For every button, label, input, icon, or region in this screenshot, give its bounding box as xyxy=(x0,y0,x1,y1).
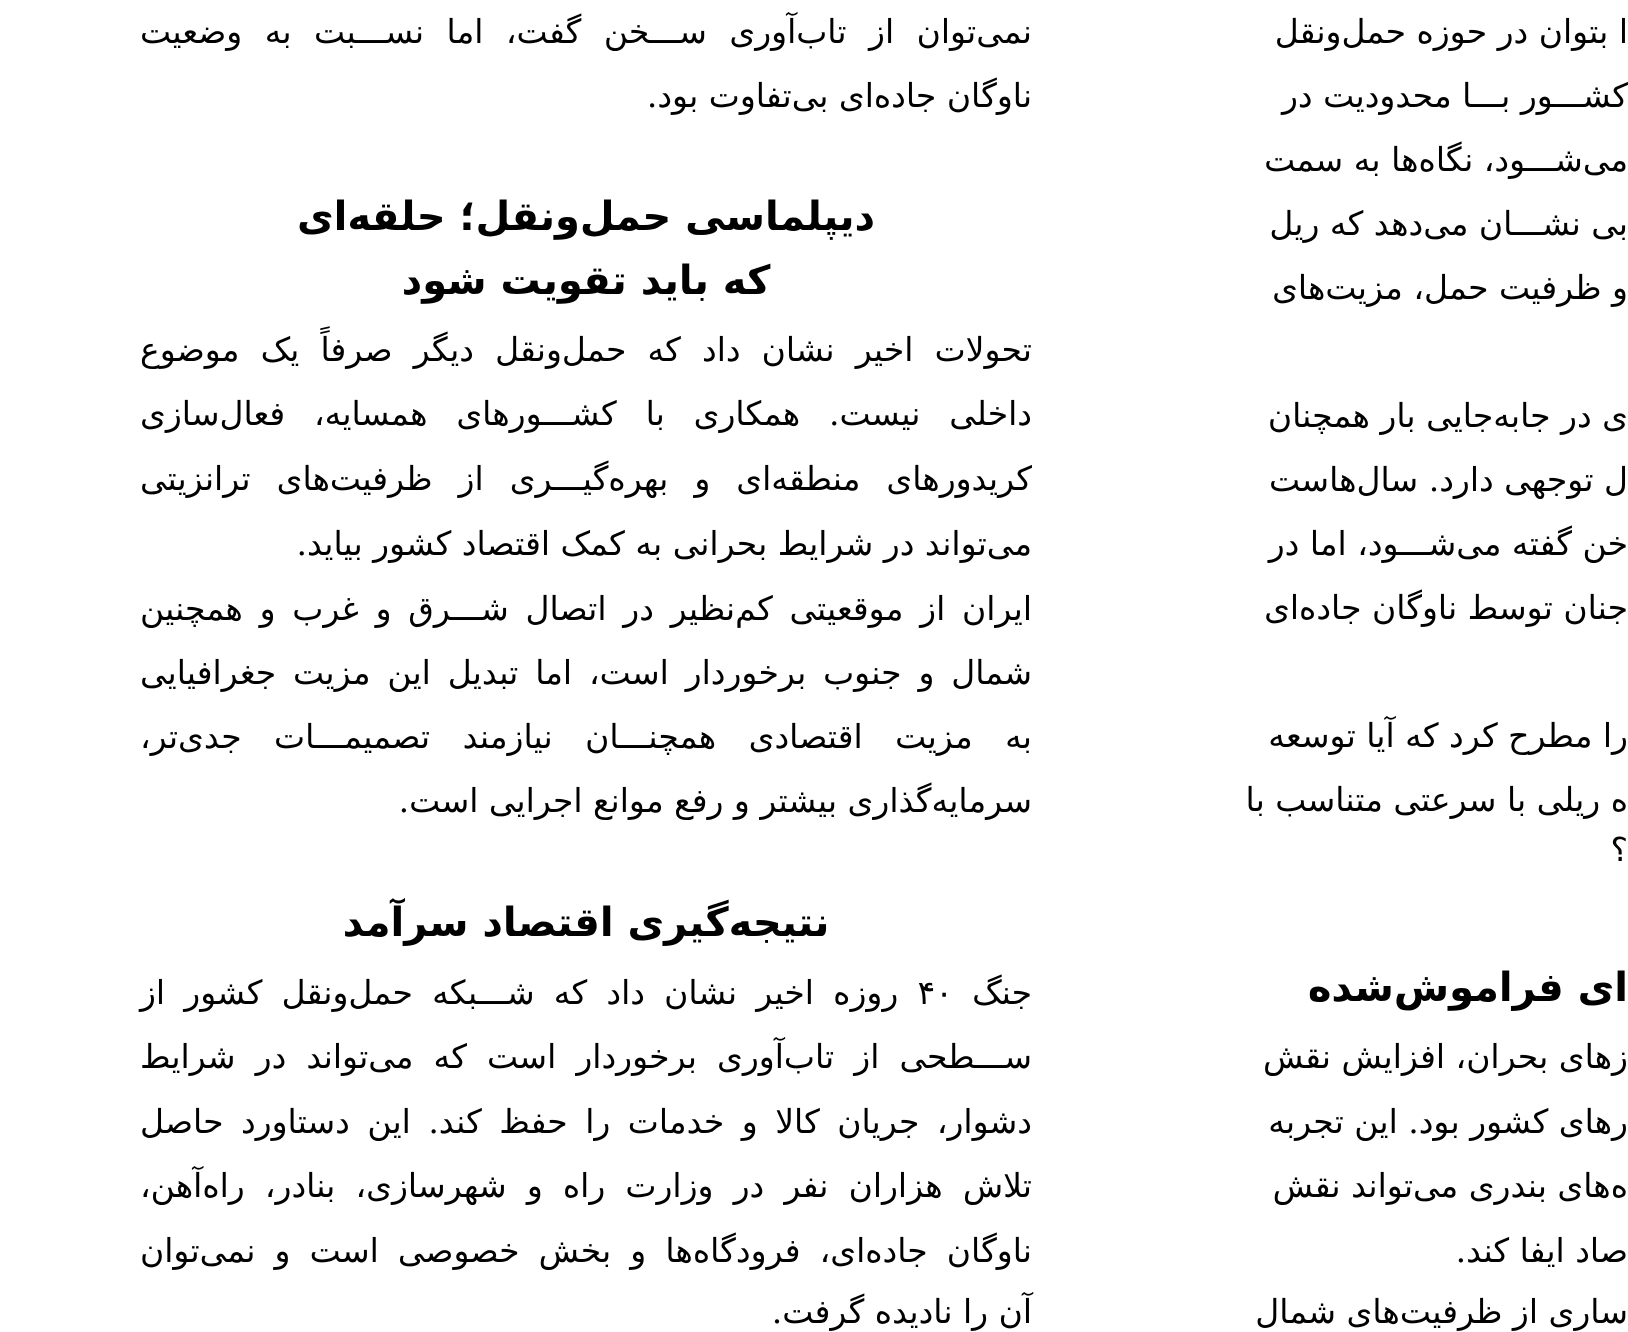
paragraph-line: جنگ ۴۰ روزه اخیر نشان داد که شـــبکه حمل‌ونقل کشور از xyxy=(140,973,1033,1012)
paragraph-line: ؟ xyxy=(1610,830,1628,869)
paragraph-line: زهای بحران، افزایش نقش xyxy=(1263,1037,1628,1076)
paragraph-line: خن گفته می‌شـــود، اما در xyxy=(1268,524,1628,563)
paragraph-line: سرمایه‌گذاری بیشتر و رفع موانع اجرایی است. xyxy=(398,781,1032,820)
paragraph-line: ناوگان جاده‌ای، فرودگاه‌ها و بخش خصوصی است و نمی‌توان xyxy=(140,1231,1032,1270)
paragraph-line: کریدورهای منطقه‌ای و بهره‌گیـــری از ظرفیت‌های ترانزیتی xyxy=(140,459,1032,498)
paragraph-line: شمال و جنوب برخوردار است، اما تبدیل این مزیت جغرافیایی xyxy=(140,653,1032,692)
paragraph-line: آن را نادیده گرفت. xyxy=(771,1292,1032,1331)
paragraph-line: به مزیت اقتصادی همچنـــان نیازمند تصمیمـــات جدی‌تر، xyxy=(140,717,1032,756)
paragraph-line: داخلی نیست. همکاری با کشـــورهای همسایه، فعال‌سازی xyxy=(140,394,1032,433)
section-heading-line: نتیجه‌گیری اقتصاد سرآمد xyxy=(342,900,830,946)
paragraph-line: ا بتوان در حوزه حمل‌ونقل xyxy=(1274,12,1628,51)
paragraph-line: تحولات اخیر نشان داد که حمل‌ونقل دیگر صرفاً یک موضوع xyxy=(140,330,1032,369)
section-heading-line: که باید تقویت شود xyxy=(401,258,771,304)
paragraph-line: دشوار، جریان کالا و خدمات را حفظ کند. این دستاورد حاصل xyxy=(140,1102,1032,1141)
paragraph-line: ایران از موقعیتی کم‌نظیر در اتصال شـــرق و غرب و همچنین xyxy=(140,589,1032,628)
paragraph-line: صاد ایفا کند. xyxy=(1455,1231,1628,1270)
paragraph-line: رهای کشور بود. این تجربه xyxy=(1268,1102,1628,1141)
paragraph-line: تلاش هزاران نفر در وزارت راه و شهرسازی، بنادر، راه‌آهن، xyxy=(140,1166,1032,1205)
paragraph-line: ساری از ظرفیت‌های شمال xyxy=(1255,1292,1628,1331)
paragraph-line: ل توجهی دارد. سال‌هاست xyxy=(1269,460,1628,499)
paragraph-line: ســـطحی از تاب‌آوری برخوردار است که می‌تواند در شرایط xyxy=(140,1037,1032,1076)
paragraph-line: می‌شـــود، نگاه‌ها به سمت xyxy=(1264,140,1628,179)
paragraph-line: بی نشـــان می‌دهد که ریل xyxy=(1269,204,1628,243)
paragraph-line: می‌تواند در شرایط بحرانی به کمک اقتصاد کشور بیاید. xyxy=(296,524,1032,563)
paragraph-line: ه‌های بندری می‌تواند نقش xyxy=(1272,1166,1628,1205)
section-heading-line: دیپلماسی حمل‌ونقل؛ حلقه‌ای xyxy=(297,194,875,240)
paragraph-line: ی در جابه‌جایی بار همچنان xyxy=(1267,396,1628,435)
paragraph-line: جنان توسط ناوگان جاده‌ای xyxy=(1264,588,1628,627)
section-heading: ای فراموش‌شده xyxy=(1307,965,1628,1011)
paragraph-line: را مطرح کرد که آیا توسعه xyxy=(1268,716,1628,755)
paragraph-line: نمی‌توان از تاب‌آوری ســـخن گفت، اما نســـبت به وضعیت xyxy=(140,12,1032,51)
paragraph-line: ناوگان جاده‌ای بی‌تفاوت بود. xyxy=(646,76,1032,115)
paragraph-line: و ظرفیت حمل، مزیت‌های xyxy=(1272,268,1628,307)
paragraph-line: کشـــور بـــا محدودیت در xyxy=(1281,76,1628,115)
paragraph-line: ه ریلی با سرعتی متناسب با xyxy=(1245,780,1628,819)
